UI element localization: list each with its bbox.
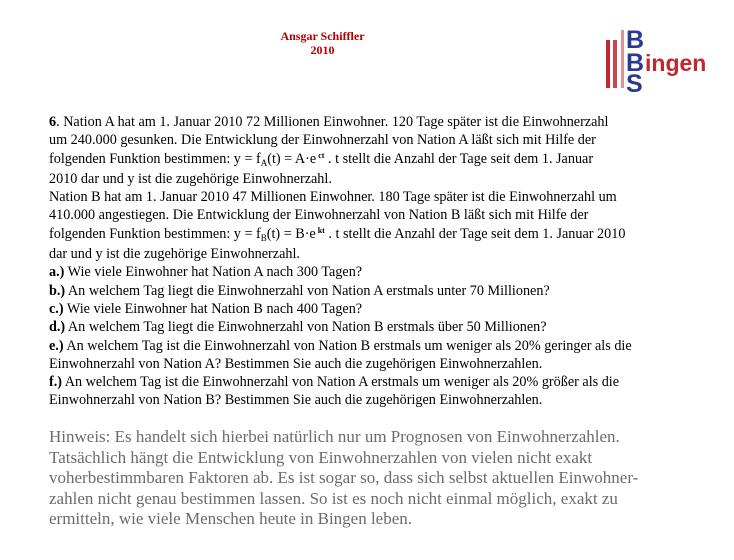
intro-b-line-2: 410.000 angestiegen. Die Entwicklung der Einwohnerzahl von Nation B läßt sich mit Hilfe der xyxy=(49,207,589,224)
author-block xyxy=(250,29,395,57)
logo-letter-b2: B xyxy=(626,49,645,77)
bbs-bingen-logo xyxy=(604,26,720,96)
intro-b-line-1: Nation B hat am 1. Januar 2010 47 Millionen Einwohner. 180 Tage später ist die Einwohnerzahl um xyxy=(49,189,617,206)
question-a: a.) Wie viele Einwohner hat Nation A nach 300 Tagen? xyxy=(49,264,363,281)
intro-line-2: um 240.000 gesunken. Die Entwicklung der Einwohnerzahl von Nation A läßt sich mit Hilfe der xyxy=(49,132,596,149)
author-name: Ansgar Schiffler xyxy=(280,29,365,43)
intro-a-end: 2010 dar und y ist die zugehörige Einwohnerzahl. xyxy=(49,170,332,187)
hint-line-5: ermitteln, wie viele Menschen heute in Bingen leben. xyxy=(49,509,413,529)
question-d: d.) An welchem Tag liegt die Einwohnerzahl von Nation B erstmals über 50 Millionen? xyxy=(49,319,547,336)
intro-line-1: 6. Nation A hat am 1. Januar 2010 72 Millionen Einwohner. 120 Tage später ist die Einwohnerzahl xyxy=(49,114,609,130)
question-b: b.) An welchem Tag liegt die Einwohnerzahl von Nation A erstmals unter 70 Millionen? xyxy=(49,282,550,299)
question-f-cont: Einwohnerzahl von Nation B? Bestimmen Sie auch die zugehörigen Einwohnerzahlen. xyxy=(49,392,543,409)
problem-number: 6 xyxy=(49,114,57,130)
hint-line-3: voherbestimmbaren Faktoren ab. Es ist sogar so, dass sich selbst aktuellen Einwohner- xyxy=(49,468,639,488)
hint-line-4: zahlen nicht genau bestimmen lassen. So ist es noch nicht einmal möglich, exakt zu xyxy=(49,488,618,508)
author-year: 2010 xyxy=(310,43,335,57)
formula-b-line: folgenden Funktion bestimmen: $y = f_B(t) = B\cdot e$ $^{kt}$ . t stellt die Anzahl der Tage seit dem 1. Januar 2010 xyxy=(49,225,626,243)
question-f: f.) An welchem Tag ist die Einwohnerzahl von Nation A erstmals um weniger als 20% größer als die xyxy=(49,374,620,391)
hint-block xyxy=(49,427,729,530)
problem-text xyxy=(49,113,729,410)
logo-letter-s: S xyxy=(626,70,643,96)
hint-line-2: Tatsächlich hängt die Entwicklung von Einwohnerzahlen von vielen nicht exakt xyxy=(49,447,593,467)
question-c: c.) Wie viele Einwohner hat Nation B nach 400 Tagen? xyxy=(49,300,363,317)
logo-letter-b1: B xyxy=(626,26,645,54)
question-e-cont: Einwohnerzahl von Nation A? Bestimmen Sie auch die zugehörigen Einwohnerzahlen. xyxy=(49,355,543,372)
formula-a-line: folgenden Funktion bestimmen: $y = f_A(t) = A\cdot e$ $^{ct}$ . t stellt die Anzahl der Tage seit dem 1. Januar xyxy=(49,150,594,168)
hint-line-1: Hinweis: Es handelt sich hierbei natürlich nur um Prognosen von Einwohnerzahlen. xyxy=(49,427,620,446)
logo-word: ingen xyxy=(645,50,707,76)
intro-b-end: dar und y ist die zugehörige Einwohnerzahl. xyxy=(49,246,300,263)
question-e: e.) An welchem Tag ist die Einwohnerzahl von Nation B erstmals um weniger als 20% geringer als die xyxy=(49,337,632,354)
